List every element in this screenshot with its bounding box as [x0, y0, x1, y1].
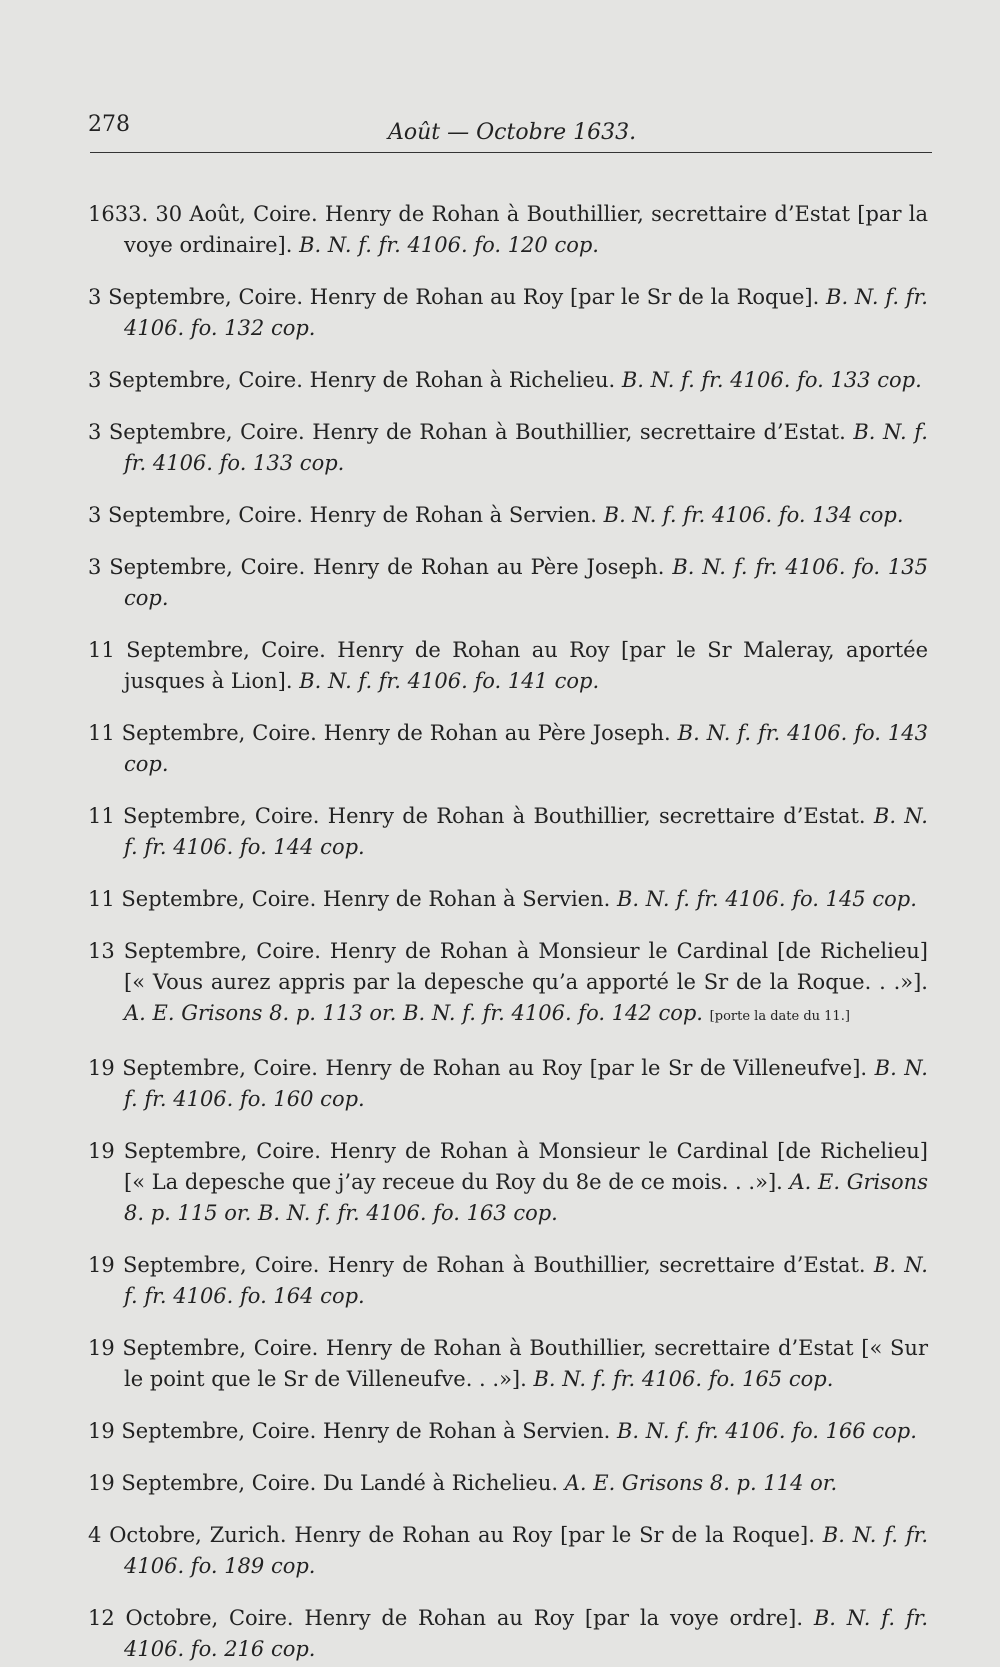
entry-reference: B. N. f. fr. 4106. fo. 141 cop. — [299, 669, 600, 693]
entry — [88, 635, 928, 697]
entry-date: 13 Septembre, Coire. — [88, 939, 321, 963]
entry-description: Henry de Rohan au Roy [par le Sr de la Roque]. — [294, 1523, 815, 1547]
entry-description: Henry de Rohan à Bouthillier, secrettaire d’Estat. — [327, 804, 866, 828]
entry-reference: B. N. f. fr. 4106. fo. 133 cop. — [124, 420, 928, 475]
entry-date: 1633. 30 Août, Coire. — [88, 202, 318, 226]
entry-date: 19 Septembre, Coire. — [88, 1419, 317, 1443]
entry-description: Henry de Rohan à Bouthillier, secrettaire d’Estat. — [312, 420, 846, 444]
entry-description: Henry de Rohan à Servien. — [322, 1419, 611, 1443]
entry-description: Henry de Rohan au Roy [par le Sr de Villeneufve]. — [325, 1056, 868, 1080]
entry-date: 19 Septembre, Coire. — [88, 1336, 319, 1360]
entry-description: Henry de Rohan à Bouthillier, secrettaire d’Estat [par la voye ordinaire]. — [124, 202, 928, 257]
entry-description: Henry de Rohan à Bouthillier, secrettaire d’Estat [« Sur le point que le Sr de Villeneufve. . .»]. — [124, 1336, 928, 1391]
entry-note: [porte la date du 11.] — [709, 1009, 850, 1024]
entry-date: 3 Septembre, Coire. — [88, 555, 306, 579]
entry-reference: B. N. f. fr. 4106. fo. 145 cop. — [617, 887, 917, 911]
entry — [88, 1136, 928, 1229]
entry-reference: B. N. f. fr. 4106. fo. 165 cop. — [533, 1367, 834, 1391]
page-header — [88, 112, 928, 152]
entry-reference: B. N. f. fr. 4106. fo. 134 cop. — [603, 503, 904, 527]
entry — [88, 1468, 928, 1499]
entry-date: 3 Septembre, Coire. — [88, 420, 305, 444]
entry-date: 3 Septembre, Coire. — [88, 503, 303, 527]
entry-reference: B. N. f. fr. 4106. fo. 144 cop. — [124, 804, 928, 859]
entry-description: Henry de Rohan à Servien. — [322, 887, 611, 911]
entry-date: 4 Octobre, Zurich. — [88, 1523, 287, 1547]
entry-reference: B. N. f. fr. 4106. fo. 160 cop. — [124, 1056, 928, 1111]
entry-description: Henry de Rohan à Richelieu. — [309, 368, 616, 392]
entry — [88, 1416, 928, 1447]
entry — [88, 552, 928, 614]
header-rule — [90, 152, 932, 153]
entry — [88, 365, 928, 396]
entry — [88, 1333, 928, 1395]
entry-description: Henry de Rohan à Servien. — [309, 503, 597, 527]
entry-date: 11 Septembre, Coire. — [88, 887, 317, 911]
entry-date: 19 Septembre, Coire. — [88, 1471, 317, 1495]
running-title: Août — Octobre 1633. — [388, 120, 637, 145]
entry-date: 19 Septembre, Coire. — [88, 1253, 320, 1277]
page-number: 278 — [88, 112, 130, 137]
entry-reference: B. N. f. fr. 4106. fo. 132 cop. — [124, 285, 928, 340]
entry-reference: B. N. f. fr. 4106. fo. 216 cop. — [124, 1606, 928, 1661]
entry-date: 12 Octobre, Coire. — [88, 1606, 294, 1630]
entry-description: Henry de Rohan au Père Joseph. — [313, 555, 665, 579]
entry-date: 11 Septembre, Coire. — [88, 721, 317, 745]
entry-date: 19 Septembre, Coire. — [88, 1139, 321, 1163]
entry-date: 3 Septembre, Coire. — [88, 368, 303, 392]
entry-description: Henry de Rohan au Roy [par la voye ordre]. — [304, 1606, 804, 1630]
entry-description: Du Landé à Richelieu. — [322, 1471, 559, 1495]
entry-date: 3 Septembre, Coire. — [88, 285, 304, 309]
entry-description: Henry de Rohan à Bouthillier, secrettaire d’Estat. — [327, 1253, 866, 1277]
entry-description: Henry de Rohan à Monsieur le Cardinal [de Richelieu] [« Vous aurez appris par la depesche qu’a apporté le Sr de la Roque. . .»]. — [124, 939, 928, 994]
entry-reference: B. N. f. fr. 4106. fo. 120 cop. — [299, 233, 599, 257]
entry-description: Henry de Rohan au Père Joseph. — [323, 721, 671, 745]
entry-reference: B. N. f. fr. 4106. fo. 166 cop. — [617, 1419, 917, 1443]
entry — [88, 1250, 928, 1312]
entry — [88, 417, 928, 479]
entry-date: 11 Septembre, Coire. — [88, 804, 320, 828]
entry — [88, 801, 928, 863]
entry — [88, 500, 928, 531]
entry-description: Henry de Rohan au Roy [par le Sr de la Roque]. — [309, 285, 820, 309]
entry-reference: B. N. f. fr. 4106. fo. 189 cop. — [124, 1523, 928, 1578]
entry-reference: B. N. f. fr. 4106. fo. 135 cop. — [124, 555, 929, 610]
entry — [88, 282, 928, 344]
entry — [88, 884, 928, 915]
entry-date: 11 Septembre, Coire. — [88, 638, 326, 662]
entry-reference: B. N. f. fr. 4106. fo. 143 cop. — [124, 721, 929, 776]
entry-reference: A. E. Grisons 8. p. 115 or. B. N. f. fr. 4106. fo. 163 cop. — [124, 1170, 928, 1225]
entry-reference: B. N. f. fr. 4106. fo. 133 cop. — [621, 368, 922, 392]
entry-date: 19 Septembre, Coire. — [88, 1056, 318, 1080]
entry — [88, 1053, 928, 1115]
entry-reference: A. E. Grisons 8. p. 113 or. B. N. f. fr. 4106. fo. 142 cop. — [124, 1001, 703, 1025]
entry-list — [88, 178, 928, 1667]
entry — [88, 199, 928, 261]
entry — [88, 936, 928, 1032]
entry — [88, 1603, 928, 1665]
entry — [88, 1520, 928, 1582]
entry-description: Henry de Rohan au Roy [par le Sr Maleray, aportée jusques à Lion]. — [124, 638, 928, 693]
entry-reference: A. E. Grisons 8. p. 114 or. — [564, 1471, 838, 1495]
entry-description: Henry de Rohan à Monsieur le Cardinal [de Richelieu] [« La depesche que j’ay receue du Roy du 8e de ce mois. . .»]. — [124, 1139, 928, 1194]
entry-reference: B. N. f. fr. 4106. fo. 164 cop. — [124, 1253, 928, 1308]
entry — [88, 718, 928, 780]
